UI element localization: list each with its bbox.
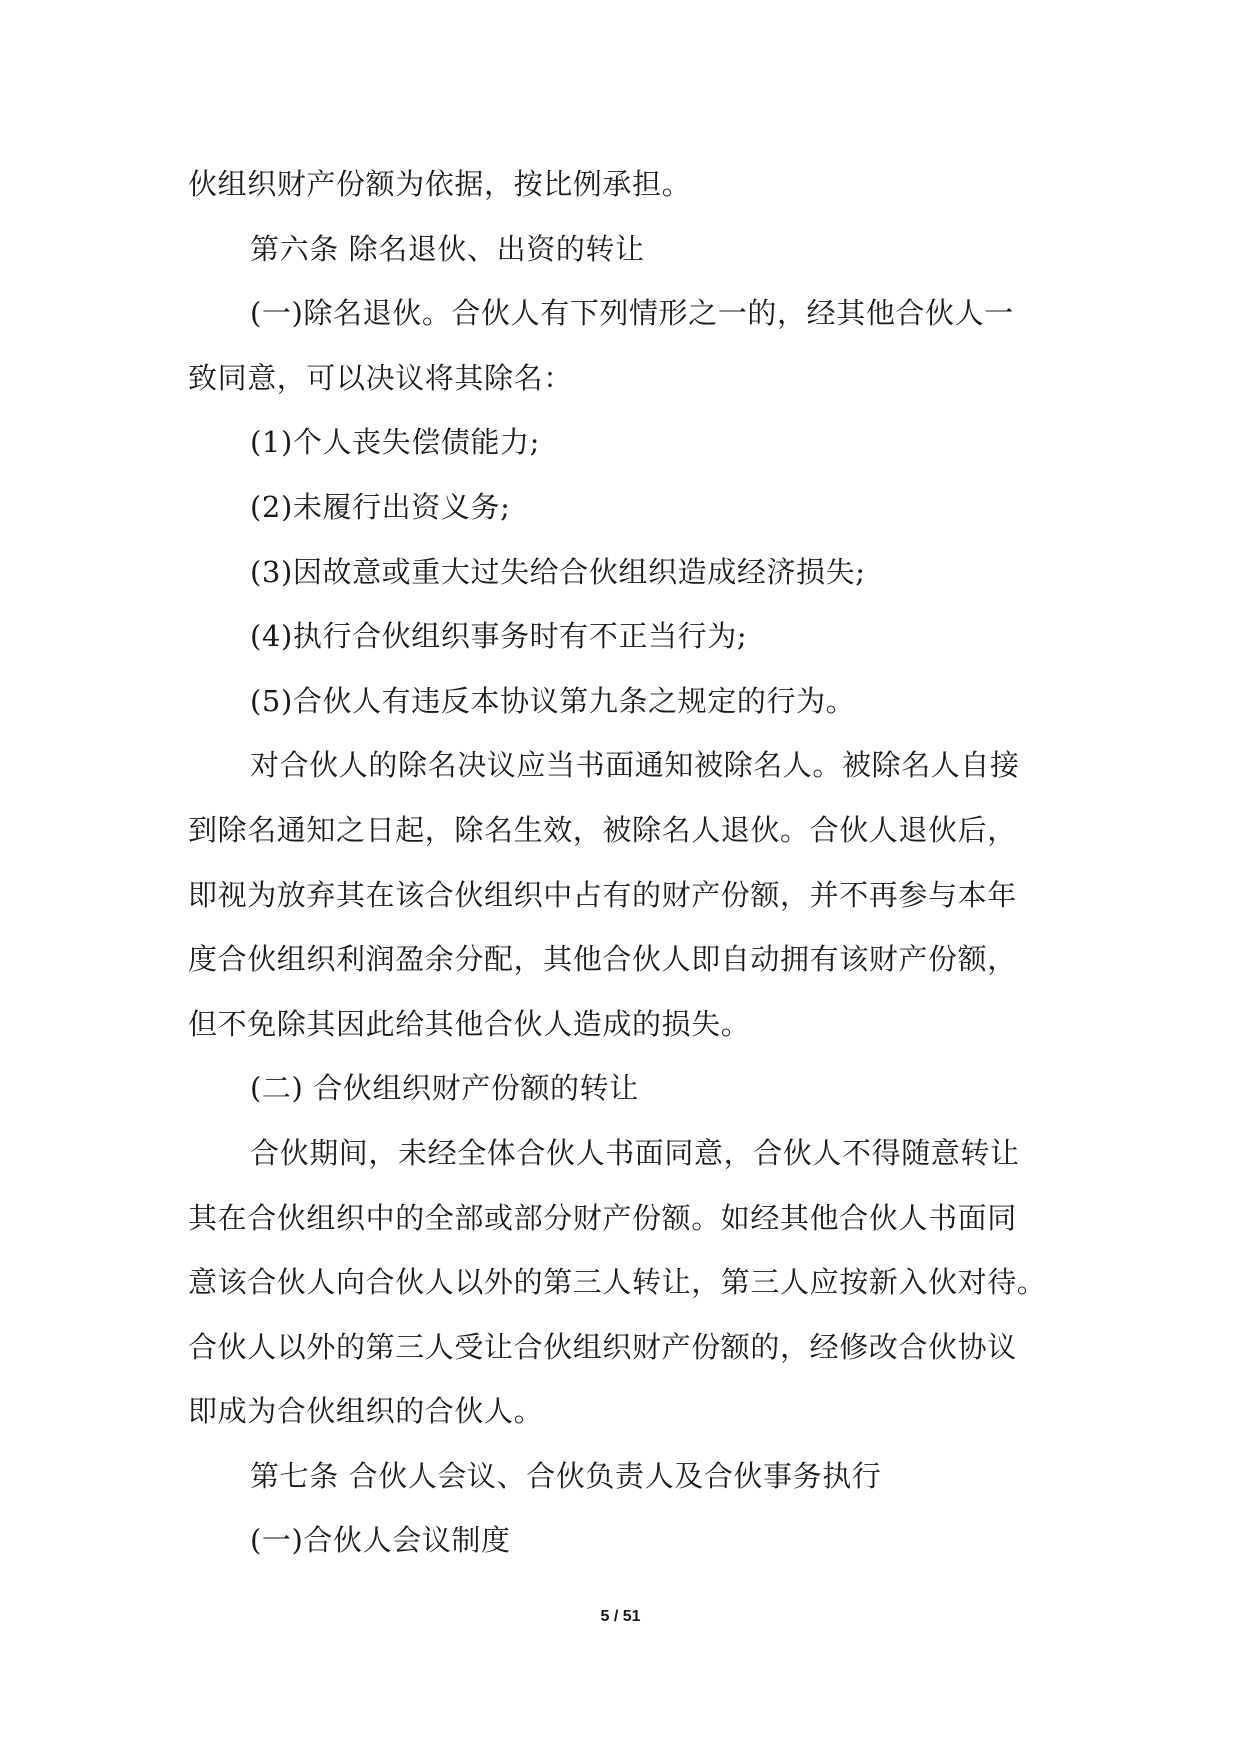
- list-item-2: (2)未履行出资义务;: [250, 489, 511, 524]
- list-item-3: (3)因故意或重大过失给合伙组织造成经济损失;: [250, 554, 866, 589]
- text-line-16: 合伙期间，未经全体合伙人书面同意，合伙人不得随意转让: [250, 1135, 1020, 1170]
- text-line-10: 对合伙人的除名决议应当书面通知被除名人。被除名人自接: [250, 748, 1020, 783]
- list-item-4: (4)执行合伙组织事务时有不正当行为;: [250, 619, 748, 654]
- section-2-heading: (二) 合伙组织财产份额的转让: [250, 1071, 639, 1106]
- text-line-12: 即视为放弃其在该合伙组织中占有的财产份额，并不再参与本年: [188, 877, 1017, 912]
- section-1-heading: (一)合伙人会议制度: [250, 1523, 511, 1558]
- text-line-20: 即成为合伙组织的合伙人。: [188, 1394, 544, 1429]
- text-line-13: 度合伙组织利润盈余分配，其他合伙人即自动拥有该财产份额，: [188, 942, 1017, 977]
- list-item-5: (5)合伙人有违反本协议第九条之规定的行为。: [250, 683, 856, 718]
- text-line-3: (一)除名退伙。合伙人有下列情形之一的，经其他合伙人一: [250, 296, 1014, 331]
- document-body: [188, 152, 1058, 1573]
- text-line-17: 其在合伙组织中的全部或部分财产份额。如经其他合伙人书面同: [188, 1200, 1017, 1235]
- text-line-19: 合伙人以外的第三人受让合伙组织财产份额的，经修改合伙协议: [188, 1329, 1017, 1364]
- text-line-4: 致同意，可以决议将其除名：: [188, 360, 573, 395]
- page-number: 5 / 51: [600, 1608, 641, 1625]
- text-line-18: 意该合伙人向合伙人以外的第三人转让，第三人应按新入伙对待。: [188, 1265, 1047, 1300]
- text-line-14: 但不免除其因此给其他合伙人造成的损失。: [188, 1006, 751, 1041]
- text-line-11: 到除名通知之日起，除名生效，被除名人退伙。合伙人退伙后，: [188, 812, 1017, 847]
- text-line-1: 伙组织财产份额为依据，按比例承担。: [188, 167, 692, 201]
- list-item-1: (1)个人丧失偿债能力;: [250, 425, 541, 460]
- article-7-heading: 第七条 合伙人会议、合伙负责人及合伙事务执行: [250, 1458, 882, 1493]
- article-6-heading: 第六条 除名退伙、出资的转让: [250, 231, 645, 266]
